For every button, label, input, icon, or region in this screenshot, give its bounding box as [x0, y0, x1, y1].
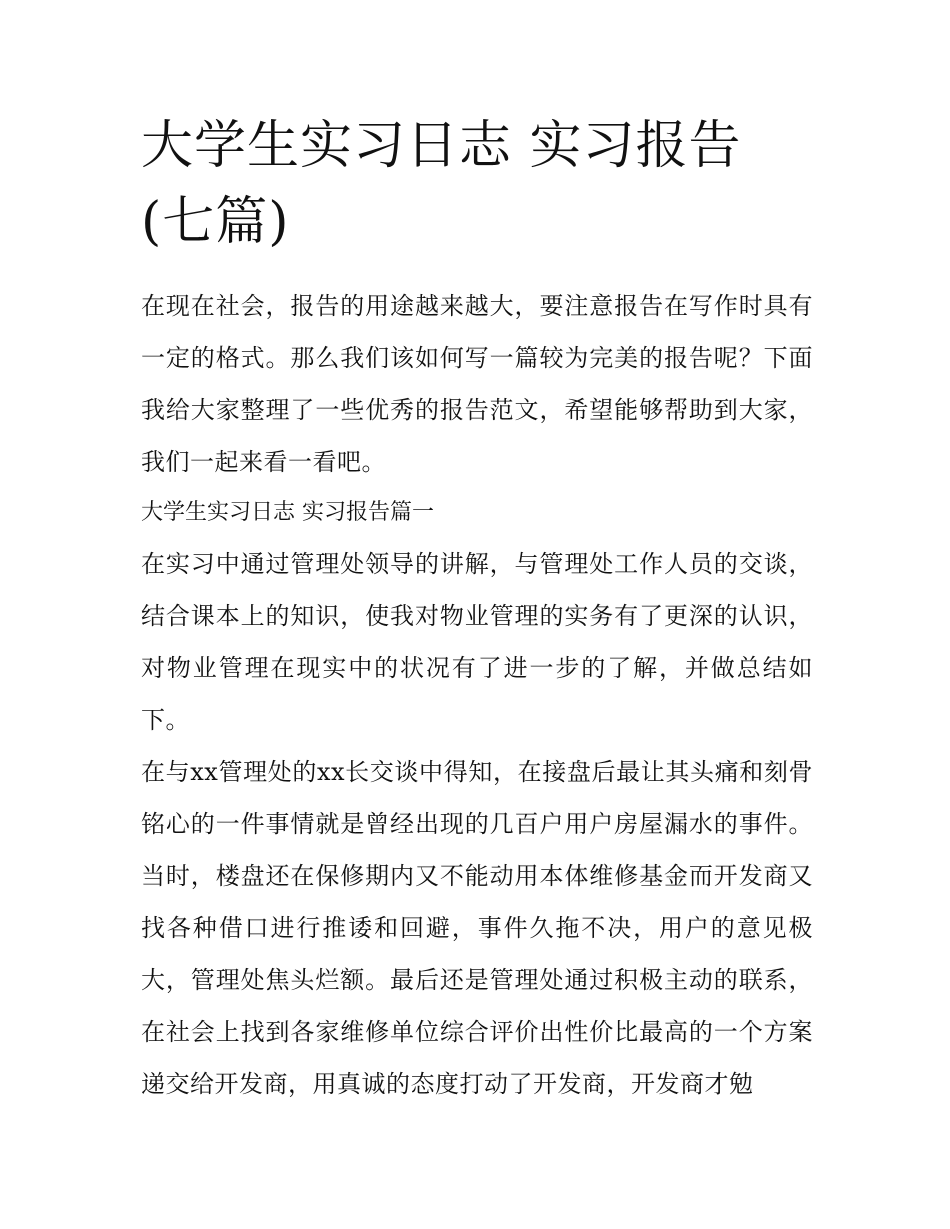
document-body	[141, 108, 813, 1110]
document-title: 大学生实习日志 实习报告(七篇)	[141, 116, 742, 252]
intro-paragraph: 在现在社会，报告的用途越来越大，要注意报告在写作时具有一定的格式。那么我们该如何写一篇较为完美的报告呢？下面我给大家整理了一些优秀的报告范文，希望能够帮助到大家，我们一起来看一看吧。	[141, 292, 813, 476]
body-paragraph-2: 在与xx管理处的xx长交谈中得知，在接盘后最让其头痛和刻骨铭心的一件事情就是曾经出现的几百户用户房屋漏水的事件。当时，楼盘还在保修期内又不能动用本体维修基金而开发商又找各种借口进行推诿和回避，事件久拖不决，用户的意见极大，管理处焦头烂额。最后还是管理处通过积极主动的联系，在社会上找到各家维修单位综合评价出性价比最高的一个方案递交给开发商，用真诚的态度打动了开发商，开发商才勉	[141, 758, 813, 1098]
section-heading: 大学生实习日志 实习报告篇一	[141, 500, 434, 525]
body-paragraph-1: 在实习中通过管理处领导的讲解，与管理处工作人员的交谈，结合课本上的知识，使我对物业管理的实务有了更深的认识，对物业管理在现实中的状况有了进一步的了解，并做总结如下。	[141, 550, 813, 734]
